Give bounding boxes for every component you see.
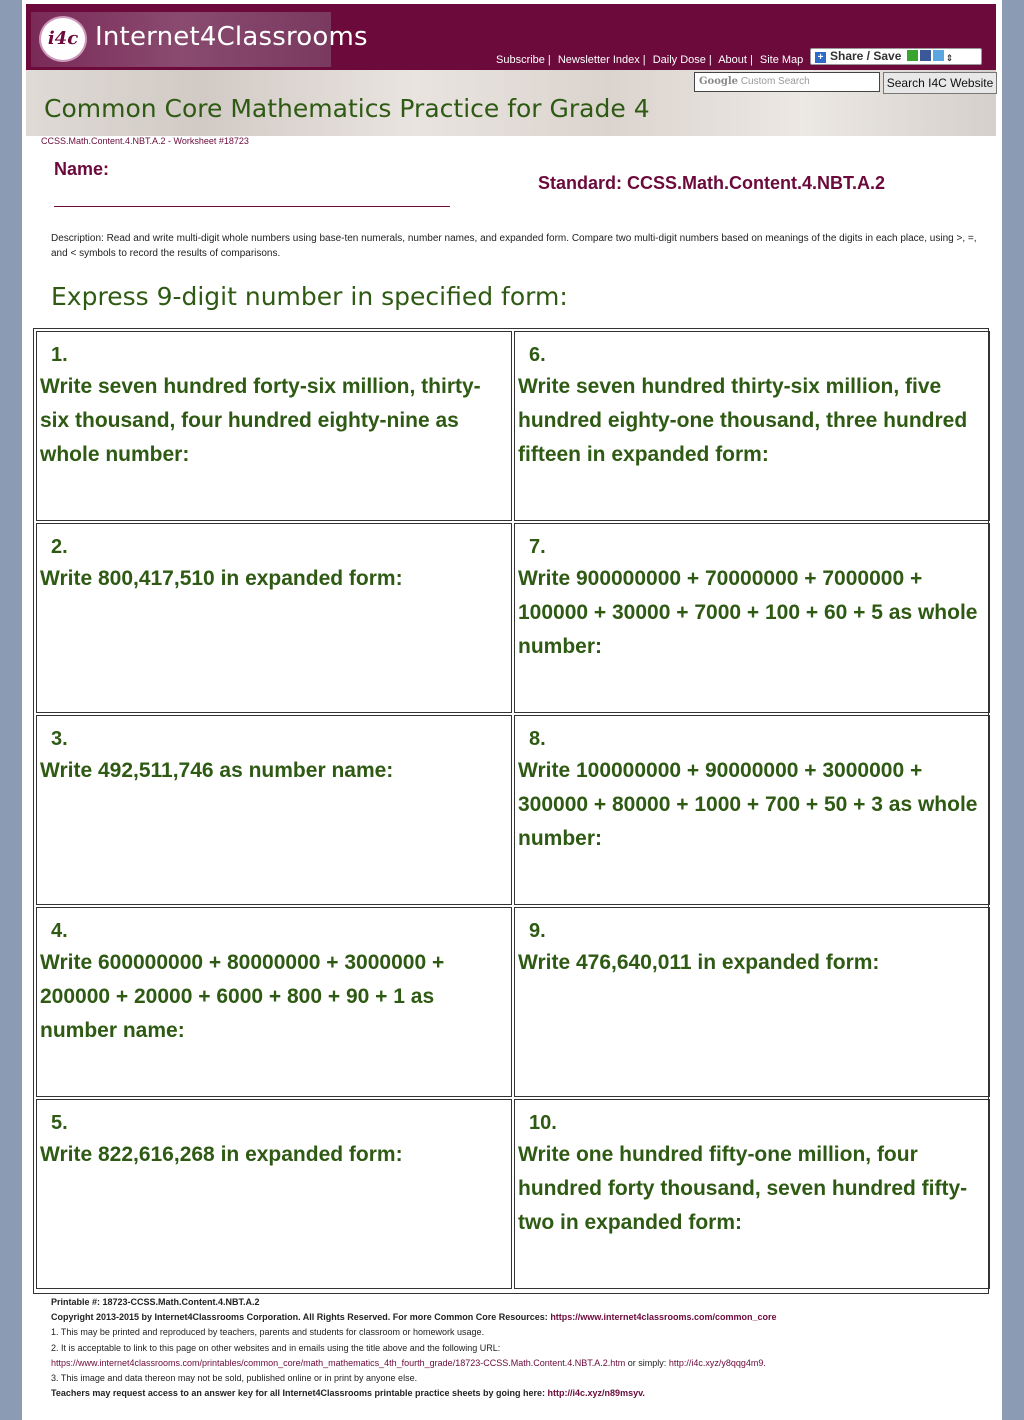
usage-note-2: 2. It is acceptable to link to this page on other websites and in emails using the title above and the following URL: [51, 1342, 501, 1353]
question-number: 2. [51, 536, 68, 558]
worksheet-url-link[interactable]: https://www.internet4classrooms.com/printables/common_core/math_mathematics_4th_fourth_grade/18723-CCSS.Math.Content.4.NBT.A.2.htm [51, 1357, 626, 1368]
question-cell [514, 1099, 990, 1289]
share-save-button[interactable] [810, 48, 982, 65]
question-number: 3. [51, 728, 68, 750]
twitter-icon [933, 50, 944, 61]
common-core-link[interactable]: https://www.internet4classrooms.com/common_core [550, 1312, 777, 1323]
question-number: 8. [529, 728, 546, 750]
share-plus-icon: + [815, 52, 826, 63]
question-text: Write 600000000 + 80000000 + 3000000 + 200000 + 20000 + 6000 + 800 + 90 + 1 as number name: [40, 951, 445, 1042]
question-text: Write one hundred fifty-one million, four hundred forty thousand, seven hundred fifty-two in expanded form: [518, 1143, 968, 1234]
copyright-text: Copyright 2013-2015 by Internet4Classrooms Corporation. All Rights Reserved. For more Common Core Resources: [51, 1312, 548, 1323]
question-cell [36, 715, 512, 905]
name-label: Name: [54, 159, 110, 179]
share-label: Share / Save [830, 49, 902, 63]
google-logo: Google [699, 76, 739, 87]
dropdown-arrows-icon: ⇕ [945, 53, 954, 63]
facebook-icon [920, 50, 931, 61]
answer-key-link[interactable]: http://i4c.xyz/n89msyv. [547, 1388, 645, 1399]
question-cell [36, 1099, 512, 1289]
site-name: Internet4Classrooms [95, 22, 368, 52]
question-text: Write 100000000 + 90000000 + 3000000 + 300000 + 80000 + 1000 + 700 + 50 + 3 as whole number: [518, 759, 978, 850]
question-cell [36, 331, 512, 521]
site-header [26, 4, 996, 70]
standard-label: Standard: CCSS.Math.Content.4.NBT.A.2 [538, 173, 886, 193]
question-cell [514, 331, 990, 521]
instruction-heading: Express 9-digit number in specified form: [51, 282, 568, 311]
question-number: 4. [51, 920, 68, 942]
questions-grid [33, 328, 989, 1294]
printable-number: Printable #: 18723-CCSS.Math.Content.4.NBT.A.2 [51, 1297, 260, 1307]
usage-note-1: 1. This may be printed and reproduced by teachers, parents and students for classroom or homework usage. [51, 1327, 485, 1338]
answer-key-text: Teachers may request access to an answer key for all Internet4Classrooms printable practice sheets by going here: [51, 1388, 546, 1399]
question-text: Write 822,616,268 in expanded form: [40, 1143, 403, 1166]
footer [51, 1295, 991, 1401]
or-simply-text: or simply: [627, 1357, 667, 1368]
site-logo[interactable] [31, 12, 368, 67]
search-placeholder: Custom Search [740, 76, 810, 87]
nav-daily-dose[interactable]: Daily Dose [652, 54, 706, 66]
description-text: Description: Read and write multi-digit whole numbers using base-ten numerals, number names, and expanded form. Compare two multi-digit numbers based on meanings of the digits in each place, using >, =, and < symbols to record the results of comparisons. [51, 233, 977, 259]
nav-separator: | [708, 54, 712, 66]
question-number: 9. [529, 920, 546, 942]
page-title: Common Core Mathematics Practice for Grade 4 [44, 94, 650, 123]
share-email-icon [907, 50, 918, 61]
name-underline [54, 206, 450, 207]
question-text: Write 492,511,746 as number name: [40, 759, 394, 782]
question-number: 7. [529, 536, 546, 558]
short-url-link[interactable]: http://i4c.xyz/y8qqg4m9. [668, 1357, 766, 1368]
question-cell [36, 907, 512, 1097]
question-text: Write 476,640,011 in expanded form: [518, 951, 880, 974]
nav-separator: | [642, 54, 646, 66]
question-cell [36, 523, 512, 713]
question-number: 1. [51, 344, 68, 366]
header-banner [26, 70, 996, 136]
question-text: Write seven hundred forty-six million, thirty-six thousand, four hundred eighty-nine as whole number: [40, 375, 481, 466]
question-cell [514, 907, 990, 1097]
breadcrumb: CCSS.Math.Content.4.NBT.A.2 - Worksheet #18723 [41, 136, 249, 146]
nav-about[interactable]: About [718, 54, 747, 66]
nav-separator: | [547, 54, 551, 66]
nav-separator: | [749, 54, 753, 66]
search-input[interactable] [694, 72, 880, 92]
question-cell [514, 523, 990, 713]
question-cell [514, 715, 990, 905]
question-text: Write 800,417,510 in expanded form: [40, 567, 403, 590]
question-text: Write 900000000 + 70000000 + 7000000 + 100000 + 30000 + 7000 + 100 + 60 + 5 as whole number: [518, 567, 978, 658]
top-nav [496, 54, 803, 66]
question-number: 10. [529, 1112, 557, 1134]
nav-newsletter-index[interactable]: Newsletter Index [557, 54, 640, 66]
question-number: 5. [51, 1112, 68, 1134]
usage-note-3: 3. This image and data thereon may not be sold, published online or in print by anyone else. [51, 1373, 418, 1384]
logo-badge-icon: i4c [39, 16, 87, 62]
question-number: 6. [529, 344, 546, 366]
nav-site-map[interactable]: Site Map [759, 54, 804, 66]
nav-subscribe[interactable]: Subscribe [496, 54, 545, 66]
search-button[interactable]: Search I4C Website [883, 72, 997, 94]
worksheet-page [22, 0, 1002, 1420]
question-text: Write seven hundred thirty-six million, five hundred eighty-one thousand, three hundred fifteen in expanded form: [518, 375, 968, 466]
